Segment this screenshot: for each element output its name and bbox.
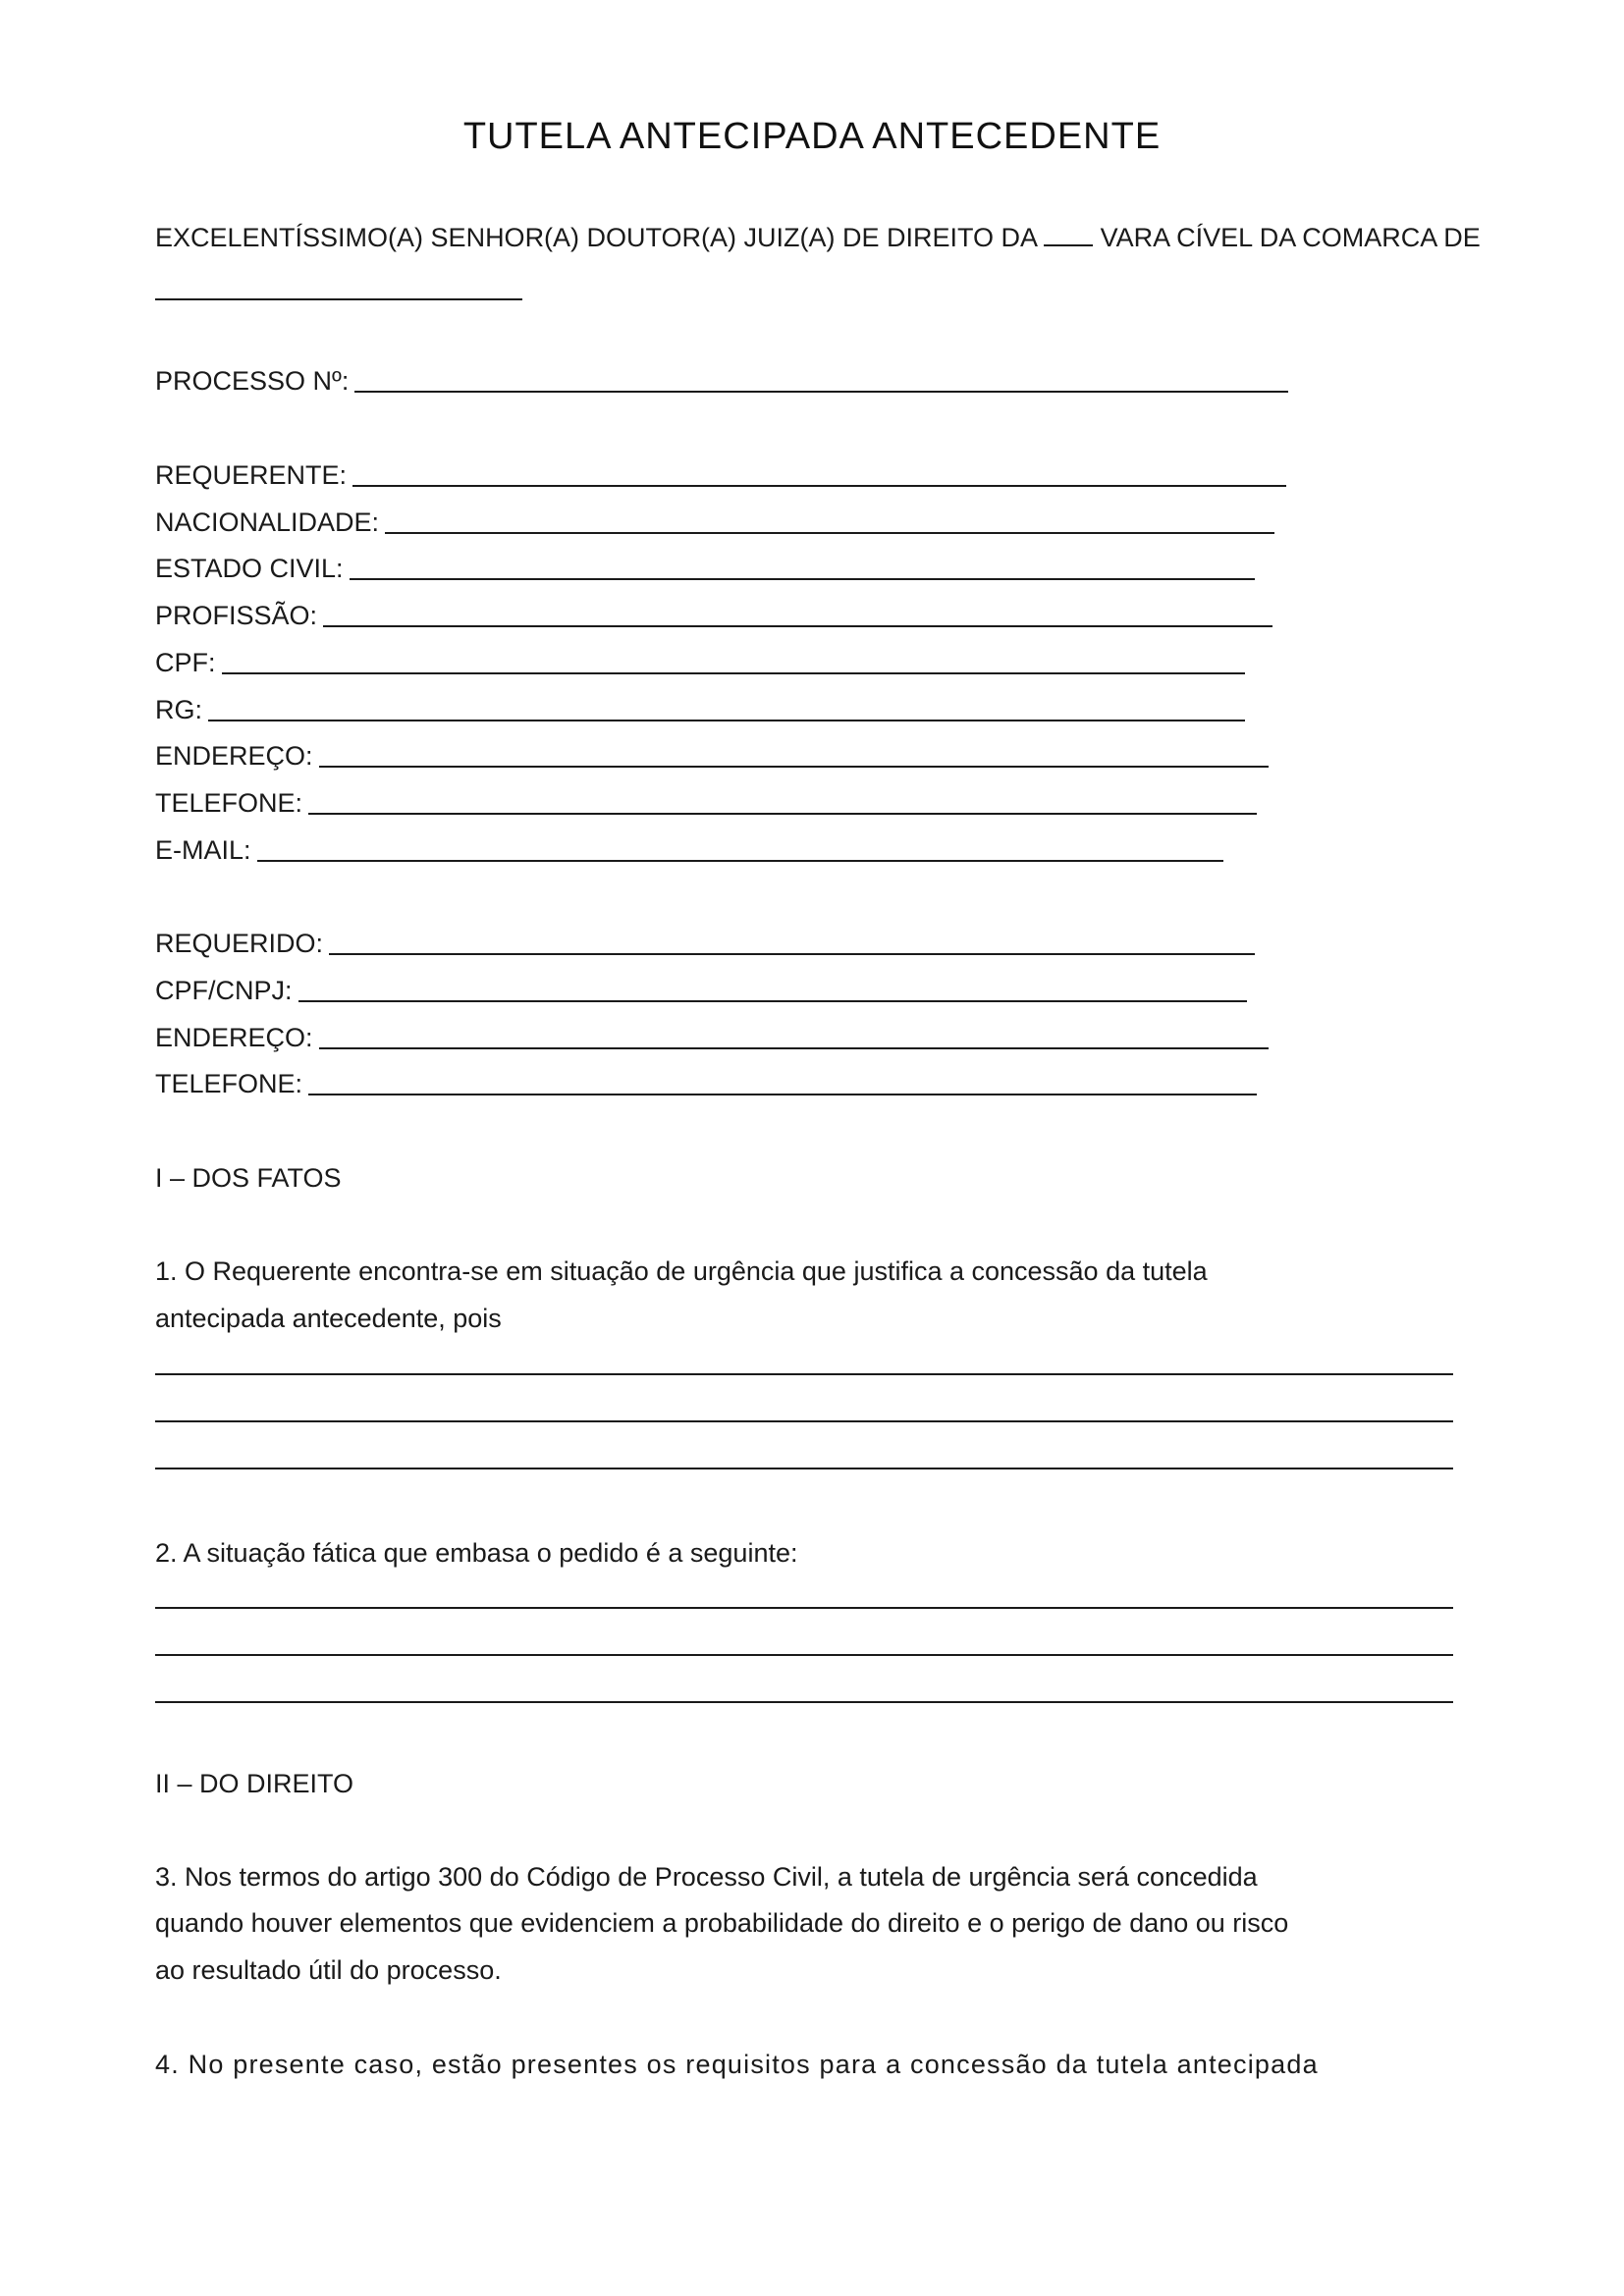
rg-field[interactable] bbox=[155, 686, 1245, 733]
requerente-field[interactable] bbox=[155, 452, 1286, 499]
field-label: CPF/CNPJ: bbox=[155, 976, 293, 1005]
processo-field[interactable] bbox=[155, 357, 1288, 404]
field-label: ENDEREÇO: bbox=[155, 1023, 313, 1052]
endereco-field[interactable] bbox=[155, 732, 1269, 779]
court-address-suffix: VARA CÍVEL DA COMARCA DE bbox=[1100, 223, 1481, 252]
requerido-field[interactable] bbox=[155, 920, 1255, 967]
field-blank[interactable] bbox=[222, 672, 1245, 674]
answer-line[interactable] bbox=[155, 1654, 1453, 1656]
paragraph-3-line-1: 3. Nos termos do artigo 300 do Código de Processo Civil, a tutela de urgência será concedida bbox=[155, 1862, 1258, 1892]
field-blank[interactable] bbox=[308, 1094, 1257, 1095]
field-blank[interactable] bbox=[350, 578, 1255, 580]
field-label: E-MAIL: bbox=[155, 835, 251, 865]
field-label: TELEFONE: bbox=[155, 788, 303, 818]
paragraph-3-line-3: ao resultado útil do processo. bbox=[155, 1955, 502, 1985]
requerido-telefone-field[interactable] bbox=[155, 1060, 1257, 1107]
field-label: ENDEREÇO: bbox=[155, 741, 313, 771]
vara-number-blank[interactable] bbox=[1044, 244, 1093, 246]
answer-line[interactable] bbox=[155, 1373, 1453, 1375]
answer-line[interactable] bbox=[155, 1468, 1453, 1469]
field-label: REQUERIDO: bbox=[155, 929, 324, 958]
cpf-cnpj-field[interactable] bbox=[155, 967, 1247, 1014]
field-blank[interactable] bbox=[319, 1047, 1269, 1049]
field-blank[interactable] bbox=[319, 766, 1269, 768]
profissao-field[interactable] bbox=[155, 592, 1272, 639]
fatos-heading: I – DOS FATOS bbox=[155, 1163, 342, 1193]
paragraph-1-line-2: antecipada antecedente, pois bbox=[155, 1304, 502, 1333]
field-blank[interactable] bbox=[352, 485, 1286, 487]
field-label: CPF: bbox=[155, 648, 216, 677]
answer-line[interactable] bbox=[155, 1701, 1453, 1703]
field-blank[interactable] bbox=[323, 625, 1272, 627]
field-blank[interactable] bbox=[329, 953, 1255, 955]
court-address-line bbox=[155, 214, 1481, 261]
answer-line[interactable] bbox=[155, 1420, 1453, 1422]
paragraph-1-line-1: 1. O Requerente encontra-se em situação de urgência que justifica a concessão da tutela bbox=[155, 1256, 1208, 1286]
email-field[interactable] bbox=[155, 827, 1223, 874]
processo-blank[interactable] bbox=[354, 391, 1288, 393]
cpf-field[interactable] bbox=[155, 639, 1245, 686]
field-label: PROFISSÃO: bbox=[155, 601, 318, 630]
field-blank[interactable] bbox=[308, 813, 1257, 815]
answer-line[interactable] bbox=[155, 1607, 1453, 1609]
estado-civil-field[interactable] bbox=[155, 545, 1255, 592]
field-blank[interactable] bbox=[298, 1000, 1247, 1002]
field-label: REQUERENTE: bbox=[155, 460, 348, 490]
paragraph-2: 2. A situação fática que embasa o pedido é a seguinte: bbox=[155, 1538, 798, 1568]
direito-heading: II – DO DIREITO bbox=[155, 1769, 354, 1798]
field-label: TELEFONE: bbox=[155, 1069, 303, 1098]
processo-label: PROCESSO Nº: bbox=[155, 366, 350, 396]
field-blank[interactable] bbox=[385, 532, 1274, 534]
court-address-prefix: EXCELENTÍSSIMO(A) SENHOR(A) DOUTOR(A) JUIZ(A) DE DIREITO DA bbox=[155, 223, 1037, 252]
nacionalidade-field[interactable] bbox=[155, 499, 1274, 546]
field-label: NACIONALIDADE: bbox=[155, 507, 380, 537]
field-label: ESTADO CIVIL: bbox=[155, 554, 344, 583]
field-blank[interactable] bbox=[208, 720, 1245, 721]
paragraph-3-line-2: quando houver elementos que evidenciem a probabilidade do direito e o perigo de dano ou risco bbox=[155, 1908, 1289, 1938]
telefone-field[interactable] bbox=[155, 779, 1257, 827]
comarca-blank[interactable] bbox=[155, 298, 522, 300]
requerido-endereco-field[interactable] bbox=[155, 1014, 1269, 1061]
field-blank[interactable] bbox=[257, 860, 1223, 862]
paragraph-4: 4. No presente caso, estão presentes os requisitos para a concessão da tutela antecipada bbox=[155, 2050, 1319, 2079]
document-title: TUTELA ANTECIPADA ANTECEDENTE bbox=[462, 116, 1162, 157]
field-label: RG: bbox=[155, 695, 203, 724]
